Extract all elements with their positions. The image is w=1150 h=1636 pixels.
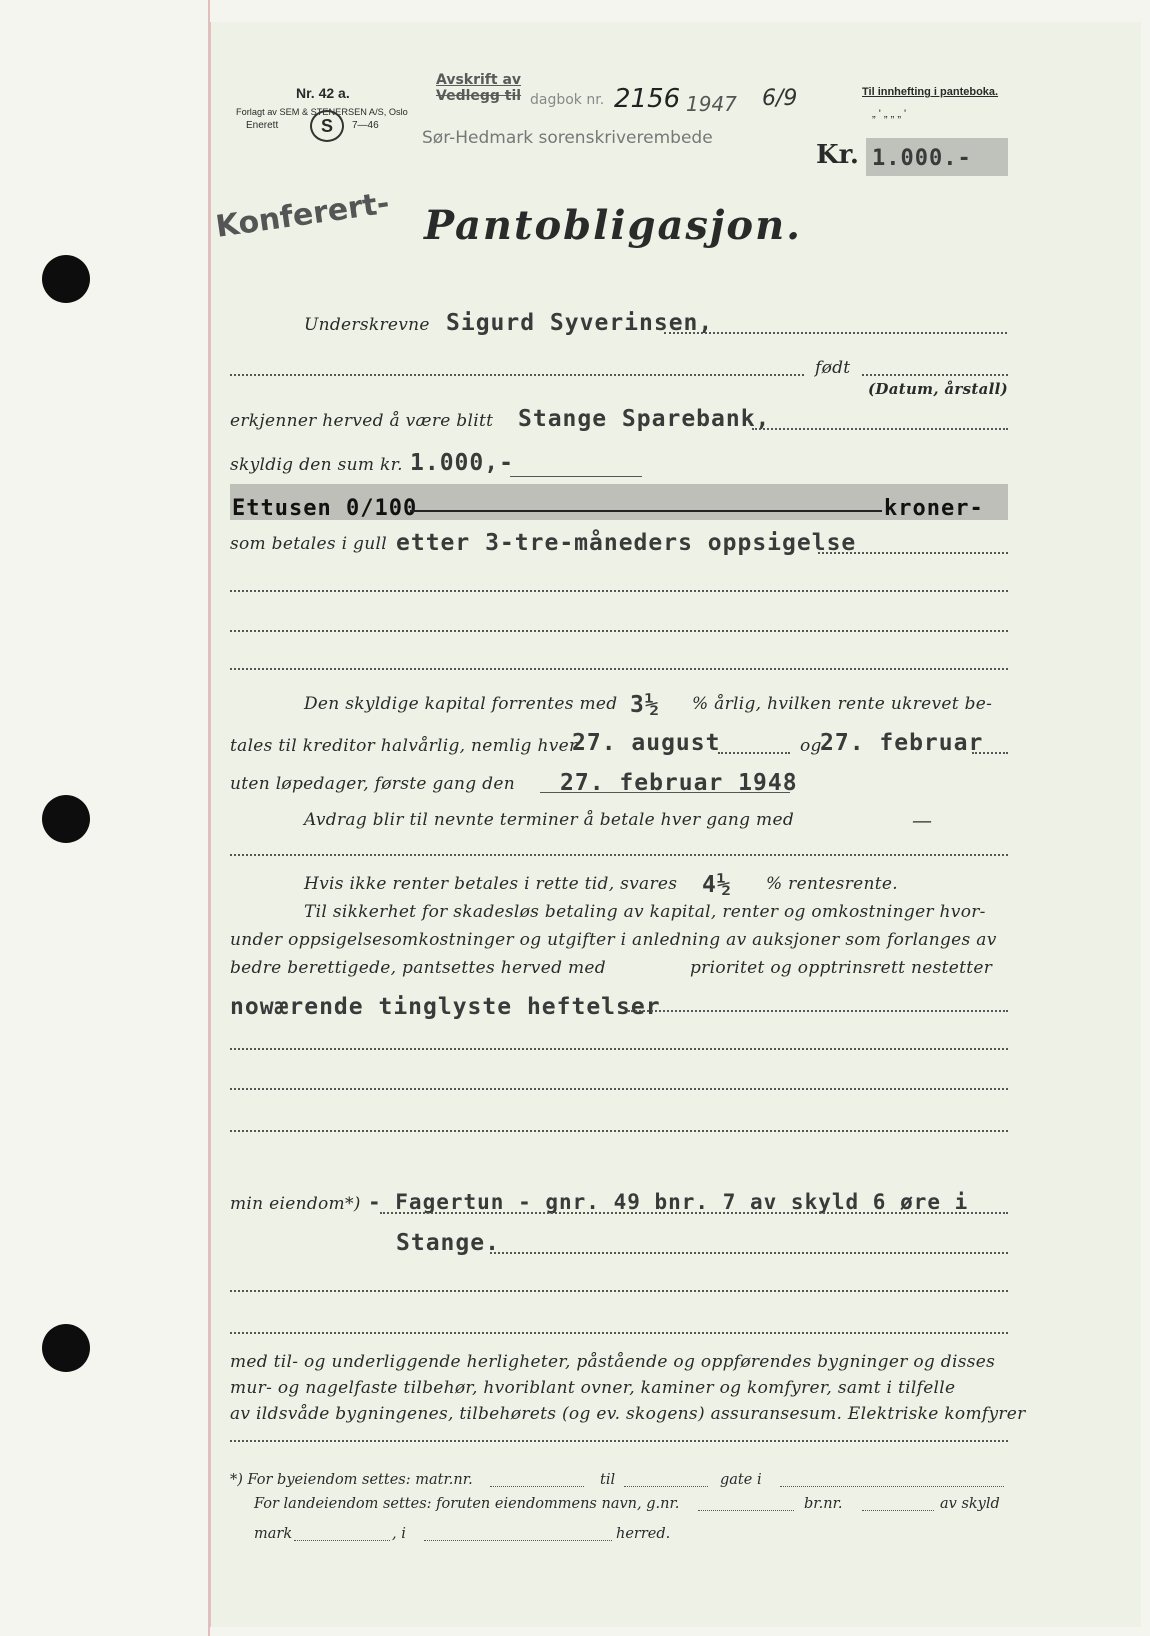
hvis-label: Hvis ikke renter betales i rette tid, svares — [304, 874, 678, 894]
kroner-text: kroner- — [884, 496, 984, 521]
sikkerhet-line-2: under oppsigelsesomkostninger og utgifter i anledning av auksjoner som forlanges av — [230, 930, 997, 950]
sikkerhet-line-1: Til sikkerhet for skadesløs betaling av kapital, renter og omkostninger hvor- — [304, 902, 986, 922]
footnote-1a: *) For byeiendom settes: matr.nr. — [230, 1472, 473, 1488]
footnote-2c: av skyld — [940, 1496, 1000, 1512]
publisher-line: Forlagt av SEM & STENERSEN A/S, Oslo — [236, 107, 408, 118]
blank-line-5 — [230, 1088, 1008, 1090]
blank-line-2 — [230, 630, 1008, 632]
underskrevne-value: Sigurd Syverinsen, — [446, 310, 714, 336]
heftelser-line — [628, 1010, 1008, 1012]
og-label: og — [800, 736, 822, 756]
first-date: 27. februar 1948 — [560, 770, 798, 796]
herligheter-line-1: med til- og underliggende herligheter, påstående og oppførendes bygninger og disses — [230, 1352, 996, 1372]
document-title: Pantobligasjon. — [424, 202, 803, 249]
skyldig-label: skyldig den sum kr. — [230, 455, 403, 475]
stamp-dagbok: dagbok nr. — [530, 92, 605, 108]
avdrag-line — [230, 854, 1008, 856]
stamp-office: Sør-Hedmark sorenskriverembede — [422, 128, 713, 148]
fodt-label: født — [815, 358, 851, 378]
eiendom-line — [380, 1212, 1008, 1214]
tales-label: tales til kreditor halvårlig, nemlig hver — [230, 736, 578, 756]
hvis-label-b: % rentesrente. — [766, 874, 898, 894]
publisher-date: 7—46 — [352, 120, 379, 131]
kr-amount: 1.000.- — [872, 146, 972, 171]
skyldig-value: 1.000,- — [410, 450, 514, 476]
date-two: 27. februar — [820, 730, 984, 756]
blank-line-6 — [230, 1130, 1008, 1132]
footnote-1b: til — [600, 1472, 616, 1488]
eiendom-line-2 — [490, 1252, 1008, 1254]
erkjenner-line — [752, 428, 1008, 430]
publisher-logo-icon: S — [310, 110, 344, 142]
footnote-3c: herred. — [616, 1526, 671, 1542]
blank-line-9 — [230, 1440, 1008, 1442]
blank-line-3 — [230, 668, 1008, 670]
dagbok-number: 2156 — [614, 84, 681, 114]
footnote-3b: , i — [392, 1526, 406, 1542]
footnote-3a-dots — [294, 1540, 390, 1541]
footnote-1b-dots — [624, 1486, 708, 1487]
fodt-line-right — [862, 374, 1008, 376]
footnote-3b-dots — [424, 1540, 612, 1541]
interest-rate: 3½ — [630, 692, 660, 718]
punch-hole-top — [42, 255, 90, 303]
footnote-1a-dots — [490, 1486, 584, 1487]
erkjenner-label: erkjenner herved å være blitt — [230, 411, 494, 431]
eiendom-value: - Fagertun - gnr. 49 bnr. 7 av skyld 6 øre i — [368, 1190, 969, 1214]
ettusen-dash — [410, 510, 882, 512]
blank-line-7 — [230, 1290, 1008, 1292]
sikkerhet-line-3b: prioritet og opptrinsrett nestetter — [690, 958, 993, 978]
herligheter-line-3: av ildsvåde bygningenes, tilbehørets (og ev. skogens) assuransesum. Elektriske komfyrer — [230, 1404, 1026, 1424]
footnote-3a: mark — [254, 1526, 293, 1542]
betales-value: etter 3-tre-måneders oppsigelse — [396, 530, 857, 556]
underskrevne-label: Underskrevne — [304, 315, 430, 335]
footnote-1c: gate i — [720, 1472, 762, 1488]
footnote-2b-dots — [862, 1510, 934, 1511]
footnote-2a-dots — [698, 1510, 794, 1511]
kapital-label: Den skyldige kapital forrentes med — [304, 694, 618, 714]
herligheter-line-2: mur- og nagelfaste tilbehør, hvoriblant ovner, kaminer og komfyrer, samt i tilfelle — [230, 1378, 956, 1398]
betales-line — [818, 552, 1008, 554]
form-number: Nr. 42 a. — [296, 85, 350, 101]
binding-note: Til innhefting i panteboka. — [862, 86, 999, 98]
date-two-line — [972, 752, 1008, 754]
punch-hole-middle — [42, 795, 90, 843]
fodt-line-left — [230, 374, 804, 376]
konferert-stamp: Konferert- — [213, 185, 392, 245]
underskrevne-line — [664, 332, 1007, 334]
sikkerhet-line-3a: bedre berettigede, pantsettes herved med — [230, 958, 606, 978]
stamp-year: 1947 — [686, 92, 737, 116]
publisher-enerett: Enerett — [246, 120, 279, 131]
late-rate: 4½ — [702, 872, 732, 898]
blank-line-4 — [230, 1048, 1008, 1050]
first-date-line — [540, 792, 790, 793]
footnote-2a: For landeiendom settes: foruten eiendommens navn, g.nr. — [254, 1496, 680, 1512]
date-one-line — [718, 752, 790, 754]
footnote-2b: br.nr. — [804, 1496, 843, 1512]
avdrag-value: — — [912, 808, 933, 832]
footnote-1c-dots — [780, 1486, 1004, 1487]
binding-note-marks: „ ' „ „ „ ' — [872, 108, 907, 120]
avdrag-label: Avdrag blir til nevnte terminer å betale hver gang med — [304, 810, 794, 830]
date-one: 27. august — [572, 730, 721, 756]
eiendom-label: min eiendom*) — [230, 1194, 361, 1214]
stamp-vedlegg: Vedlegg til — [436, 88, 522, 104]
lopedager-label: uten løpedager, første gang den — [230, 774, 515, 794]
ettusen-text: Ettusen 0/100 — [232, 496, 418, 521]
erkjenner-value: Stange Sparebank, — [518, 406, 771, 432]
datum-label: (Datum, årstall) — [868, 380, 1008, 398]
kapital-label-b: % årlig, hvilken rente ukrevet be- — [692, 694, 993, 714]
skyldig-line — [510, 476, 642, 477]
heftelser-value: nowærende tinglyste heftelser — [230, 994, 661, 1020]
blank-line-8 — [230, 1332, 1008, 1334]
punch-hole-bottom — [42, 1324, 90, 1372]
stamp-date: 6/9 — [762, 86, 798, 111]
eiendom-value-2: Stange. — [396, 1230, 500, 1256]
stamp-avskrift: Avskrift av — [436, 72, 522, 88]
blank-line-1 — [230, 590, 1008, 592]
kr-label: Kr. — [816, 140, 859, 170]
betales-label: som betales i gull — [230, 534, 387, 554]
